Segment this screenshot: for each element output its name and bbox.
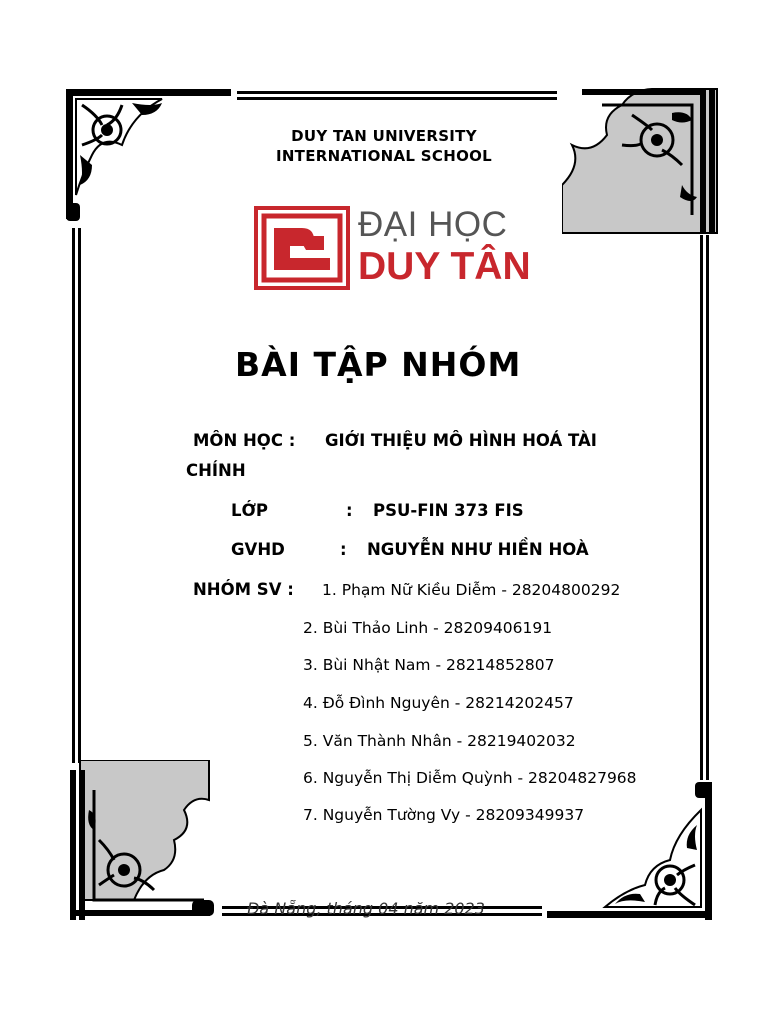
member-item: 5. Văn Thành Nhân - 28219402032	[303, 732, 576, 750]
subject-value: GIỚI THIỆU MÔ HÌNH HOÁ TÀI	[325, 431, 597, 450]
member-item: 1. Phạm Nữ Kiều Diễm - 28204800292	[322, 581, 621, 599]
logo-line-1: ĐẠI HỌC	[358, 205, 508, 244]
frame-left-line-2	[78, 228, 81, 763]
class-label: LỚP	[231, 501, 269, 520]
footer-place-date: Đà Nẵng, tháng 04 năm 2023	[247, 899, 485, 918]
school-name: INTERNATIONAL SCHOOL	[275, 147, 493, 165]
frame-top-line-1	[237, 91, 557, 94]
corner-ornament-icon	[545, 780, 725, 925]
university-name: DUY TAN UNIVERSITY	[291, 127, 477, 145]
teacher-separator: :	[340, 540, 347, 559]
university-logo	[254, 205, 531, 291]
class-separator: :	[346, 501, 353, 520]
member-item: 4. Đỗ Đình Nguyên - 28214202457	[303, 694, 574, 712]
logo-emblem-icon	[254, 206, 350, 290]
member-item: 7. Nguyễn Tường Vy - 28209349937	[303, 806, 585, 824]
frame-left-line-1	[72, 228, 75, 763]
page-title: BÀI TẬP NHÓM	[235, 345, 522, 384]
logo-line-2: DUY TÂN	[358, 245, 531, 288]
class-value: PSU-FIN 373 FIS	[373, 501, 524, 520]
frame-right-line-1	[700, 235, 703, 780]
frame-right-line-2	[706, 235, 709, 780]
corner-ornament-icon	[64, 760, 224, 935]
subject-label: MÔN HỌC :	[193, 431, 296, 450]
subject-value-cont: CHÍNH	[186, 461, 246, 480]
teacher-label: GVHD	[231, 540, 285, 559]
frame-top-line-2	[237, 97, 557, 100]
group-label: NHÓM SV :	[193, 580, 294, 599]
teacher-value: NGUYỄN NHƯ HIỀN HOÀ	[367, 540, 589, 559]
member-item: 6. Nguyễn Thị Diễm Quỳnh - 28204827968	[303, 769, 637, 787]
member-item: 2. Bùi Thảo Linh - 28209406191	[303, 619, 553, 637]
member-item: 3. Bùi Nhật Nam - 28214852807	[303, 656, 555, 674]
